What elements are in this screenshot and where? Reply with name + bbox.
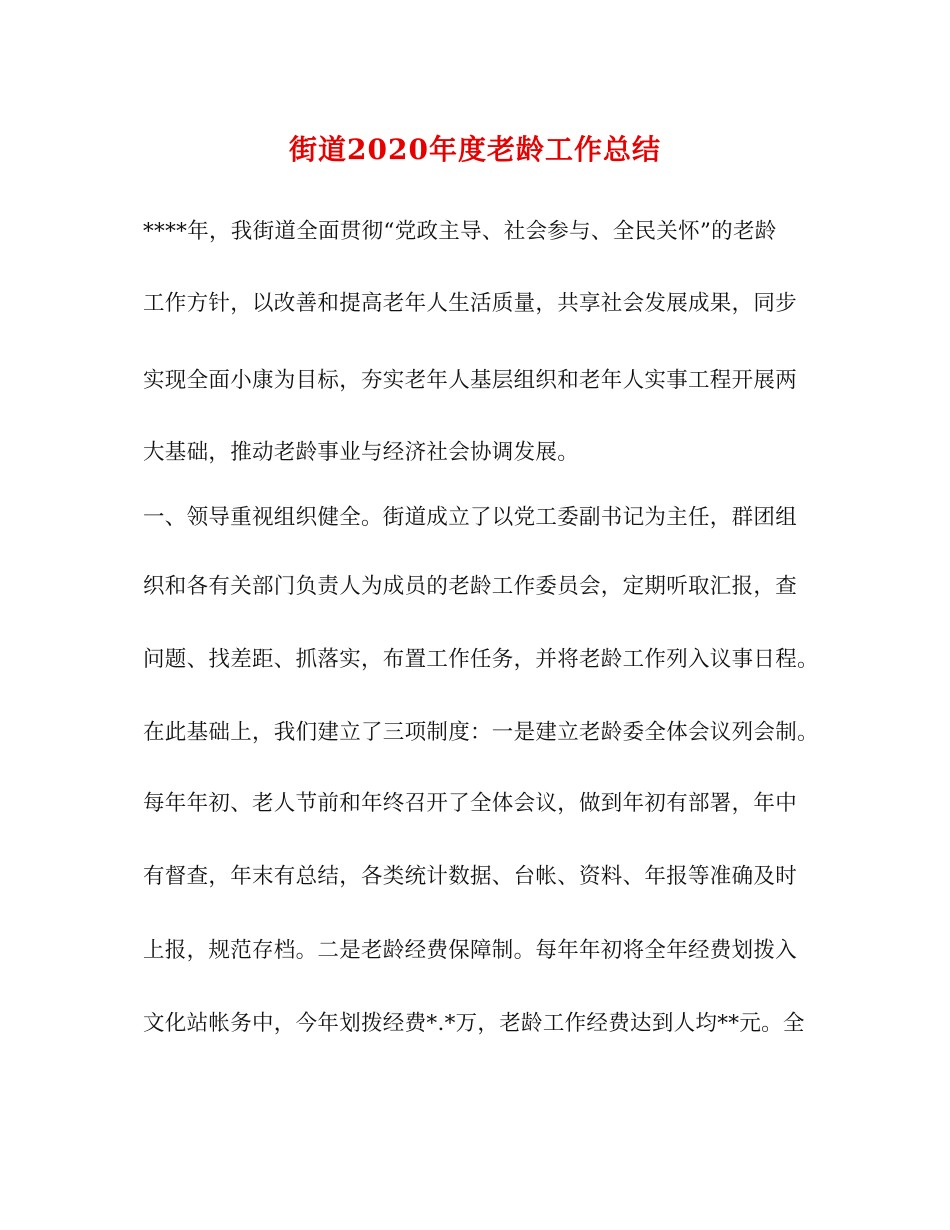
paragraph-line: 实现全面小康为目标，夯实老年人基层组织和老年人实事工程开展两 [143,368,798,393]
paragraph-line: 每年年初、老人节前和年终召开了全体会议，做到年初有部署，年中 [143,791,798,816]
paragraph-line: 上报，规范存档。二是老龄经费保障制。每年年初将全年经费划拨入 [143,938,798,963]
paragraph-line: 问题、找差距、抓落实，布置工作任务，并将老龄工作列入议事日程。 [143,647,819,672]
paragraph-line: 织和各有关部门负责人为成员的老龄工作委员会，定期听取汇报，查 [143,574,798,599]
paragraph-line: 文化站帐务中，今年划拨经费*.*万，老龄工作经费达到人均**元。全 [143,1011,805,1036]
paragraph-line: 一、领导重视组织健全。街道成立了以党工委副书记为主任，群团组 [143,505,798,530]
paragraph-line: ****年，我街道全面贯彻“党政主导、社会参与、全民关怀”的老龄 [143,219,777,244]
document-title: 街道2020年度老龄工作总结 [289,133,661,166]
paragraph-line: 有督查，年末有总结，各类统计数据、台帐、资料、年报等准确及时 [143,864,798,889]
paragraph-line: 在此基础上，我们建立了三项制度：一是建立老龄委全体会议列会制。 [143,720,819,745]
paragraph-line: 工作方针，以改善和提高老年人生活质量，共享社会发展成果，同步 [143,291,798,316]
paragraph-line: 大基础，推动老龄事业与经济社会协调发展。 [143,440,580,465]
